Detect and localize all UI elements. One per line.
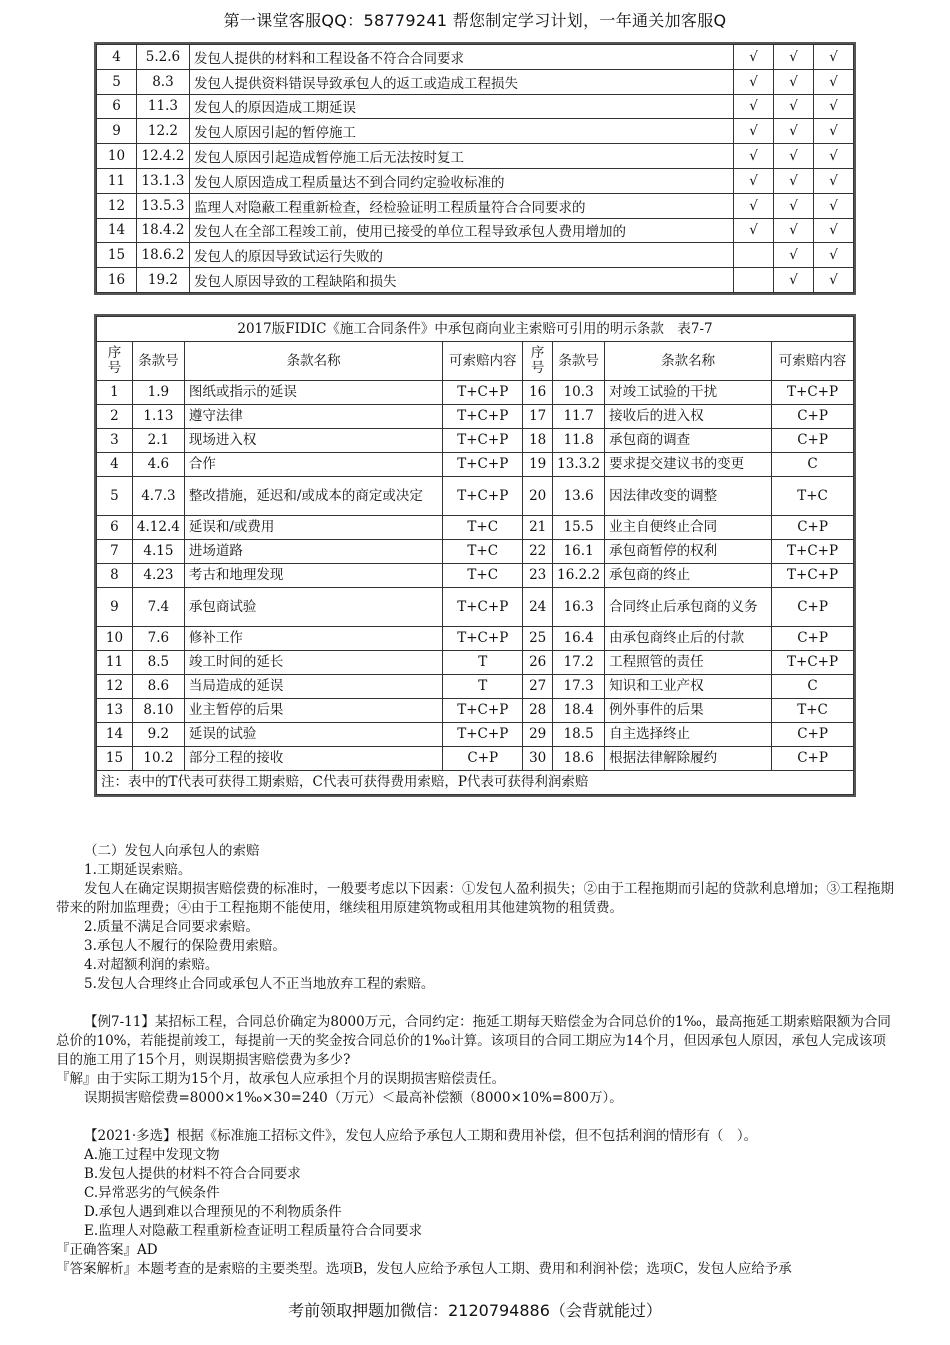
clause-name: 发包人提供资料错误导致承包人的返工或造成工程损失 (189, 69, 733, 94)
clause-number: 18.4.2 (136, 218, 189, 243)
table-row (97, 69, 854, 94)
clause-number: 16.1 (553, 540, 605, 564)
header-content: 可索赔内容 (772, 342, 854, 381)
check-profit: √ (813, 144, 853, 169)
row-number: 13 (97, 699, 133, 723)
check-cost: √ (774, 168, 814, 193)
row-number: 12 (97, 675, 133, 699)
claim-content: T+C+P (443, 588, 523, 627)
clause-number: 17.2 (553, 651, 605, 675)
clause-number: 7.6 (132, 627, 184, 651)
header-clause: 条款号 (132, 342, 184, 381)
table-row (97, 723, 854, 747)
claim-content: T (443, 675, 523, 699)
clause-name: 考古和地理发现 (184, 564, 442, 588)
clause-number: 4.15 (132, 540, 184, 564)
clause-number: 16.2.2 (553, 564, 605, 588)
check-cost: √ (774, 193, 814, 218)
check-profit: √ (813, 69, 853, 94)
row-number: 4 (97, 453, 133, 477)
claim-content: T+C (443, 564, 523, 588)
clause-number: 10.3 (553, 381, 605, 405)
clause-number: 18.5 (553, 723, 605, 747)
example-calc: 误期损害赔偿费=8000×1‰×30=240（万元）＜最高补偿额（8000×10%=800万）。 (84, 1090, 623, 1106)
check-cost: √ (774, 119, 814, 144)
clause-name: 发包人提供的材料和工程设备不符合合同要求 (189, 45, 733, 70)
row-number: 15 (97, 747, 133, 771)
row-number: 10 (97, 144, 137, 169)
claim-content: T+C+P (443, 429, 523, 453)
check-cost: √ (774, 94, 814, 119)
clause-name: 接收后的进入权 (605, 405, 772, 429)
claim-content: T+C+P (443, 477, 523, 516)
row-number: 18 (523, 429, 553, 453)
table-row (97, 588, 854, 627)
claim-content: T+C (772, 477, 854, 516)
check-time: √ (734, 168, 774, 193)
item-2: 2.质量不满足合同要求索赔。 (84, 919, 259, 935)
clause-name: 发包人原因造成工程质量达不到合同约定验收标准的 (189, 168, 733, 193)
check-time: √ (734, 218, 774, 243)
header-clause: 条款号 (553, 342, 605, 381)
clause-number: 17.3 (553, 675, 605, 699)
clause-name: 工程照管的责任 (605, 651, 772, 675)
table-row (97, 429, 854, 453)
clause-number: 4.6 (132, 453, 184, 477)
table-row (97, 193, 854, 218)
claim-content: T+C+P (772, 651, 854, 675)
check-cost: √ (774, 45, 814, 70)
check-profit: √ (813, 193, 853, 218)
table-row (97, 119, 854, 144)
claim-content: T+C+P (443, 723, 523, 747)
check-time: √ (734, 193, 774, 218)
fidic-claim-clause-table (96, 316, 854, 795)
clause-name: 承包商试验 (184, 588, 442, 627)
claim-content: T+C+P (772, 564, 854, 588)
check-profit: √ (813, 168, 853, 193)
clause-name: 根据法律解除履约 (605, 747, 772, 771)
claim-content: C+P (443, 747, 523, 771)
clause-number: 8.3 (136, 69, 189, 94)
row-number: 20 (523, 477, 553, 516)
row-number: 9 (97, 588, 133, 627)
row-number: 19 (523, 453, 553, 477)
table-row (97, 94, 854, 119)
clause-name: 整改措施，延迟和/或成本的商定或决定 (184, 477, 442, 516)
clause-number: 4.12.4 (132, 516, 184, 540)
clause-name: 承包商暂停的权利 (605, 540, 772, 564)
header-name: 条款名称 (184, 342, 442, 381)
claim-content: T+C+P (443, 453, 523, 477)
table-row (97, 627, 854, 651)
row-number: 27 (523, 675, 553, 699)
clause-name: 发包人的原因导致试运行失败的 (189, 243, 733, 268)
clause-name: 当局造成的延误 (184, 675, 442, 699)
check-cost: √ (774, 69, 814, 94)
clause-name: 进场道路 (184, 540, 442, 564)
clause-number: 12.2 (136, 119, 189, 144)
answer-option: A.施工过程中发现文物 (84, 1147, 220, 1163)
answer-option: D.承包人遇到难以合理预见的不利物质条件 (84, 1204, 342, 1220)
clause-name: 延误和/或费用 (184, 516, 442, 540)
row-number: 28 (523, 699, 553, 723)
clause-name: 例外事件的后果 (605, 699, 772, 723)
header-content: 可索赔内容 (443, 342, 523, 381)
table-row (97, 651, 854, 675)
page-footer: 考前领取押题加微信：2120794886（会背就能过） (288, 1301, 662, 1320)
row-number: 5 (97, 477, 133, 516)
header-no: 序号 (523, 342, 553, 381)
row-number: 8 (97, 564, 133, 588)
clause-number: 7.4 (132, 588, 184, 627)
clause-name: 发包人原因导致的工程缺陷和损失 (189, 268, 733, 293)
row-number: 26 (523, 651, 553, 675)
clause-name: 承包商的终止 (605, 564, 772, 588)
claim-content: T (443, 651, 523, 675)
header-name: 条款名称 (605, 342, 772, 381)
section-title: （二）发包人向承包人的索赔 (84, 843, 260, 859)
row-number: 7 (97, 540, 133, 564)
clause-number: 4.7.3 (132, 477, 184, 516)
page-header: 第一课堂客服QQ：58779241 帮您制定学习计划，一年通关加客服Q (223, 11, 727, 30)
clause-name: 发包人的原因造成工期延误 (189, 94, 733, 119)
clause-number: 11.3 (136, 94, 189, 119)
claim-content: C+P (772, 747, 854, 771)
clause-name: 图纸或指示的延误 (184, 381, 442, 405)
exam-question: 【2021·多选】根据《标准施工招标文件》，发包人应给予承包人工期和费用补偿，但不包括利润的情形有（ ）。 (84, 1128, 758, 1144)
clause-number: 18.6.2 (136, 243, 189, 268)
row-number: 25 (523, 627, 553, 651)
clause-name: 知识和工业产权 (605, 675, 772, 699)
clause-number: 18.4 (553, 699, 605, 723)
clause-name: 竣工时间的延长 (184, 651, 442, 675)
check-time: √ (734, 144, 774, 169)
row-number: 16 (523, 381, 553, 405)
table-row (97, 699, 854, 723)
table-row (97, 540, 854, 564)
row-number: 11 (97, 168, 137, 193)
table-row (97, 381, 854, 405)
clause-number: 11.8 (553, 429, 605, 453)
answer-option: E.监理人对隐蔽工程重新检查证明工程质量符合合同要求 (84, 1223, 423, 1239)
claim-content: T+C+P (772, 540, 854, 564)
item-5: 5.发包人合理终止合同或承包人不正当地放弃工程的索赔。 (84, 976, 435, 992)
clause-name: 承包商的调查 (605, 429, 772, 453)
claim-content: C+P (772, 516, 854, 540)
row-number: 21 (523, 516, 553, 540)
claim-content: C+P (772, 588, 854, 627)
clause-number: 19.2 (136, 268, 189, 293)
clause-number: 4.23 (132, 564, 184, 588)
row-number: 16 (97, 268, 137, 293)
item-1: 1.工期延误索赔。 (84, 862, 192, 878)
claim-content: C+P (772, 627, 854, 651)
item-3: 3.承包人不履行的保险费用索赔。 (84, 938, 286, 954)
check-time (734, 268, 774, 293)
item-1-detail: 发包人在确定误期损害赔偿费的标准时，一般要考虑以下因素：①发包人盈利损失；②由于工程拖期而引起的贷款利息增加；③工程拖期带来的附加监理费；④由于工程拖期不能使用，继续租用原建筑物或租用其他建筑物的租赁费。 (56, 881, 894, 916)
row-number: 30 (523, 747, 553, 771)
table-row (97, 453, 854, 477)
clause-number: 12.4.2 (136, 144, 189, 169)
clause-name: 业主暂停的后果 (184, 699, 442, 723)
claim-content: T+C+P (443, 699, 523, 723)
table-row (97, 218, 854, 243)
clause-name: 延误的试验 (184, 723, 442, 747)
table-row (97, 675, 854, 699)
clause-number: 11.7 (553, 405, 605, 429)
check-cost: √ (774, 268, 814, 293)
row-number: 12 (97, 193, 137, 218)
clause-number: 18.6 (553, 747, 605, 771)
table-row (97, 747, 854, 771)
clause-number: 16.3 (553, 588, 605, 627)
clause-name: 要求提交建议书的变更 (605, 453, 772, 477)
row-number: 5 (97, 69, 137, 94)
check-cost: √ (774, 144, 814, 169)
claim-content: T+C+P (443, 405, 523, 429)
claim-content: C+P (772, 723, 854, 747)
clause-name: 现场进入权 (184, 429, 442, 453)
clause-name: 由承包商终止后的付款 (605, 627, 772, 651)
clause-name: 遵守法律 (184, 405, 442, 429)
table-row (97, 405, 854, 429)
claim-clause-table-continued (96, 44, 854, 293)
table-header-row (97, 342, 854, 381)
check-time: √ (734, 45, 774, 70)
clause-number: 1.13 (132, 405, 184, 429)
clause-number: 2.1 (132, 429, 184, 453)
clause-number: 5.2.6 (136, 45, 189, 70)
check-cost: √ (774, 218, 814, 243)
row-number: 22 (523, 540, 553, 564)
clause-number: 8.5 (132, 651, 184, 675)
row-number: 1 (97, 381, 133, 405)
check-profit: √ (813, 119, 853, 144)
claim-content: T+C (772, 699, 854, 723)
table-row (97, 144, 854, 169)
row-number: 17 (523, 405, 553, 429)
clause-number: 13.1.3 (136, 168, 189, 193)
clause-number: 13.6 (553, 477, 605, 516)
row-number: 29 (523, 723, 553, 747)
row-number: 2 (97, 405, 133, 429)
claim-content: T+C+P (443, 627, 523, 651)
claim-content: C+P (772, 405, 854, 429)
clause-name: 修补工作 (184, 627, 442, 651)
row-number: 6 (97, 516, 133, 540)
clause-name: 监理人对隐蔽工程重新检查，经检验证明工程质量符合合同要求的 (189, 193, 733, 218)
row-number: 24 (523, 588, 553, 627)
check-profit: √ (813, 243, 853, 268)
clause-number: 10.2 (132, 747, 184, 771)
example-solution: 『解』由于实际工期为15个月，故承包人应承担个月的误期损害赔偿责任。 (56, 1071, 506, 1087)
row-number: 6 (97, 94, 137, 119)
table-row (97, 243, 854, 268)
check-time: √ (734, 94, 774, 119)
table-row (97, 45, 854, 70)
clause-number: 9.2 (132, 723, 184, 747)
clause-name: 合作 (184, 453, 442, 477)
table-caption: 2017版FIDIC《施工合同条件》中承包商向业主索赔可引用的明示条款 表7-7 (97, 317, 854, 342)
clause-number: 13.3.2 (553, 453, 605, 477)
clause-name: 发包人原因引起的暂停施工 (189, 119, 733, 144)
item-4: 4.对超额利润的索赔。 (84, 957, 219, 973)
clause-number: 8.6 (132, 675, 184, 699)
claim-content: T+C (443, 540, 523, 564)
clause-name: 发包人原因引起造成暂停施工后无法按时复工 (189, 144, 733, 169)
check-profit: √ (813, 268, 853, 293)
clause-name: 合同终止后承包商的义务 (605, 588, 772, 627)
row-number: 11 (97, 651, 133, 675)
answer-option: C.异常恶劣的气候条件 (84, 1185, 220, 1201)
claim-content: C+P (772, 429, 854, 453)
clause-name: 对竣工试验的干扰 (605, 381, 772, 405)
row-number: 23 (523, 564, 553, 588)
row-number: 4 (97, 45, 137, 70)
clause-number: 16.4 (553, 627, 605, 651)
check-time: √ (734, 119, 774, 144)
row-number: 15 (97, 243, 137, 268)
clause-name: 发包人在全部工程竣工前，使用已接受的单位工程导致承包人费用增加的 (189, 218, 733, 243)
check-profit: √ (813, 218, 853, 243)
row-number: 9 (97, 119, 137, 144)
header-no: 序号 (97, 342, 133, 381)
clause-name: 因法律改变的调整 (605, 477, 772, 516)
clause-name: 业主自便终止合同 (605, 516, 772, 540)
claim-content: C (772, 453, 854, 477)
check-cost: √ (774, 243, 814, 268)
clause-number: 1.9 (132, 381, 184, 405)
answer-option: B.发包人提供的材料不符合合同要求 (84, 1166, 301, 1182)
table-note-row (97, 771, 854, 795)
row-number: 14 (97, 723, 133, 747)
table-row (97, 564, 854, 588)
row-number: 10 (97, 627, 133, 651)
check-time: √ (734, 69, 774, 94)
row-number: 14 (97, 218, 137, 243)
claim-content: C (772, 675, 854, 699)
check-time (734, 243, 774, 268)
claim-content: T+C (443, 516, 523, 540)
table-note: 注：表中的T代表可获得工期索赔，C代表可获得费用索赔，P代表可获得利润索赔 (97, 771, 854, 795)
clause-number: 13.5.3 (136, 193, 189, 218)
body-text (56, 842, 896, 1279)
answer-analysis: 『答案解析』本题考查的是索赔的主要类型。选项B，发包人应给予承包人工期、费用和利润补偿；选项C，发包人应给予承 (56, 1261, 792, 1277)
claim-content: T+C+P (772, 381, 854, 405)
example-question: 【例7-11】某招标工程，合同总价确定为8000万元，合同约定：拖延工期每天赔偿金为合同总价的1‰，最高拖延工期索赔限额为合同总价的10%，若能提前竣工，每提前一天的奖金按合同总价的1‰计算。该项目的合同工期应为14个月，但因承包人原因，承包人完成该项目的施工用了15个月，则误期损害赔偿费为多少? (56, 1014, 891, 1068)
table-row (97, 168, 854, 193)
check-profit: √ (813, 45, 853, 70)
row-number: 3 (97, 429, 133, 453)
clause-number: 15.5 (553, 516, 605, 540)
table-row (97, 477, 854, 516)
check-profit: √ (813, 94, 853, 119)
correct-answer: 『正确答案』AD (56, 1242, 158, 1258)
table-row (97, 268, 854, 293)
clause-name: 自主选择终止 (605, 723, 772, 747)
clause-name: 部分工程的接收 (184, 747, 442, 771)
claim-content: T+C+P (443, 381, 523, 405)
clause-number: 8.10 (132, 699, 184, 723)
table-row (97, 516, 854, 540)
